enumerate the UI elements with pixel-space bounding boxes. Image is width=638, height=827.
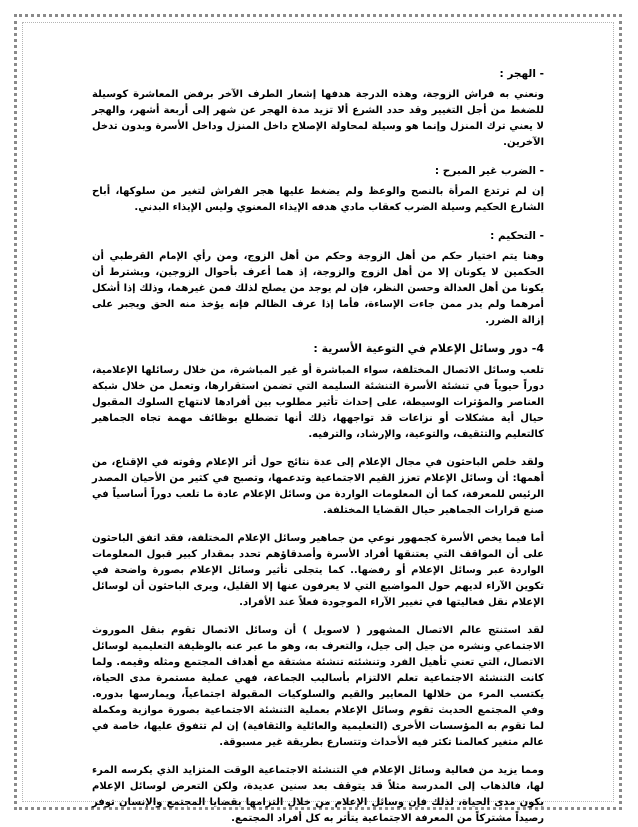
paragraph: ونعني به فراش الزوجة، وهذه الدرجة هدفها إشعار الطرف الآخر برفض المعاشرة كوسيلة للضغط من أجل التغيير وقد حدد الشرع ألا تزيد مدة الهجر عن شهر إلى أربعة أشهر، والهجر لا يعني ترك المنزل وإنما هو وسيلة لمحاولة الإصلاح داخل المنزل وداخل الأسرة وبدون تدخل الآخرين. [92,89,544,148]
paragraph: ولقد خلص الباحثون في مجال الإعلام إلى عدة نتائج حول أثر الإعلام وقوته في الإقناع، من أهمها: أن وسائل الإعلام تعزز القيم الاجتماعية وتدعمها، وتصبح في كثير من الأحيان المصدر الرئيس للمعرفة، كما أن المعلومات الواردة من وسائل الإعلام عادة ما تلعب دوراً أساسياً في صنع قرارات الجماهير حيال القضايا المختلفة. [92,457,544,516]
subheading: - الضرب غير المبرح : [434,165,544,177]
paragraph: وهنا يتم اختيار حكم من أهل الزوجة وحكم من أهل الزوج، ومن رأي الإمام القرطبي أن الحكمين لا يكونان إلا من أهل الزوج والزوجة، إذ هما أعرف بأحوال الزوجين، ويشترط أن يكونا من أهل العدالة وحسن النظر، فإن لم يوجد من يصلح لذلك فمن غيرهما، وذلك إذا أشكل أمرهما ولم يدر ممن جاءت الإساءة، فأما إذا عرف الظالم فإنه يؤخذ منه الحق ويجبر على إزالة الضرر. [92,251,544,326]
subheading: - الهجر : [499,68,544,80]
section-title: 4- دور وسائل الإعلام في التوعية الأسرية : [313,342,544,355]
subheading: - التحكيم : [490,230,544,242]
paragraph: لقد استنتج عالم الاتصال المشهور ( لاسويل ) أن وسائل الاتصال تقوم بنقل الموروث الاجتماعي ونشره من جيل إلى جيل، والتعرف به، وهو ما عبر عنه بالوظيفة التعليمية لوسائل الاتصال، التي تعني تأهيل الفرد وتنشئته تنشئة مشتقة مع أهداف المجتمع ومثله وقيمه. ولما كانت التنشئة الاجتماعية تعلم الالتزام بأساليب الجماعة، فهي عملية مستمرة مدى الحياة، يكتسب المرء من خلالها المعايير والقيم والسلوكيات المقبولة اجتماعياً، ويمارسها بدوره. وفي المجتمع الحديث تقوم وسائل الإعلام بعملية التنشئة الاجتماعية بصورة موازية ومكملة لما تقوم به المؤسسات الأخرى (التعليمية والعائلية والثقافية) إن لم تتفوق عليها، خاصة في عالم متغير كعالمنا تكثر فيه الأحداث وتتسارع بطريقة غير مسبوقة. [92,625,544,748]
paragraph: ومما يزيد من فعالية وسائل الإعلام في التنشئة الاجتماعية الوقت المتزايد الذي يكرسه المرء لها، فالذهاب إلى المدرسة مثلاً قد يتوقف بعد سنين عديدة، ولكن التعرض لوسائل الإعلام يكون مدى الحياة، لذلك فإن وسائل الإعلام من خلال التزامها بقضايا المجتمع والإنسان توفر رصيداً مشتركاً من المعرفة الاجتماعية يتأثر به كل أفراد المجتمع. [92,765,544,824]
paragraph: إن لم ترتدع المرأة بالنصح والوعظ ولم يضغط عليها هجر الفراش لتغير من سلوكها، أباح الشارع الحكيم وسيلة الضرب كعقاب مادي هدفه الإيذاء المعنوي وليس الإيذاء البدني. [92,186,544,213]
paragraph: تلعب وسائل الاتصال المختلفة، سواء المباشرة أو غير المباشرة، من خلال رسائلها الإعلامية، دوراً حيوياً في تنشئة الأسرة التنشئة السليمة التي تضمن استقرارها، وتعمل من خلال شبكة العناصر والمؤثرات الوسيطة، على إحداث تأثير مطلوب بين أفرادها لانتهاج السلوك المقبول حيال أية مشكلات أو نزاعات قد تواجهها، ذلك أنها تضطلع بوظائف مهمة تجاه الجماهير كالتعليم والتثقيف، والتوعية، والإرشاد، والترفيه. [92,365,544,440]
paragraph: أما فيما يخص الأسرة كجمهور نوعي من جماهير وسائل الإعلام المختلفة، فقد اتفق الباحثون على أن المواقف التي يعتنقها أفراد الأسرة وأصدقاؤهم تحدد بمقدار كبير قبول المعلومات الواردة عبر وسائل الإعلام أو رفضها.. كما يتجلى تأثير وسائل الإعلام بصورة واضحة في تكوين الآراء لديهم حول المواضيع التي لا يعرفون عنها إلا القليل، ويرى الباحثون أن لوسائل الإعلام نقل فعاليتها في تغيير الآراء الموجودة فعلاً عند الأفراد. [92,533,544,608]
document-body [92,66,544,824]
